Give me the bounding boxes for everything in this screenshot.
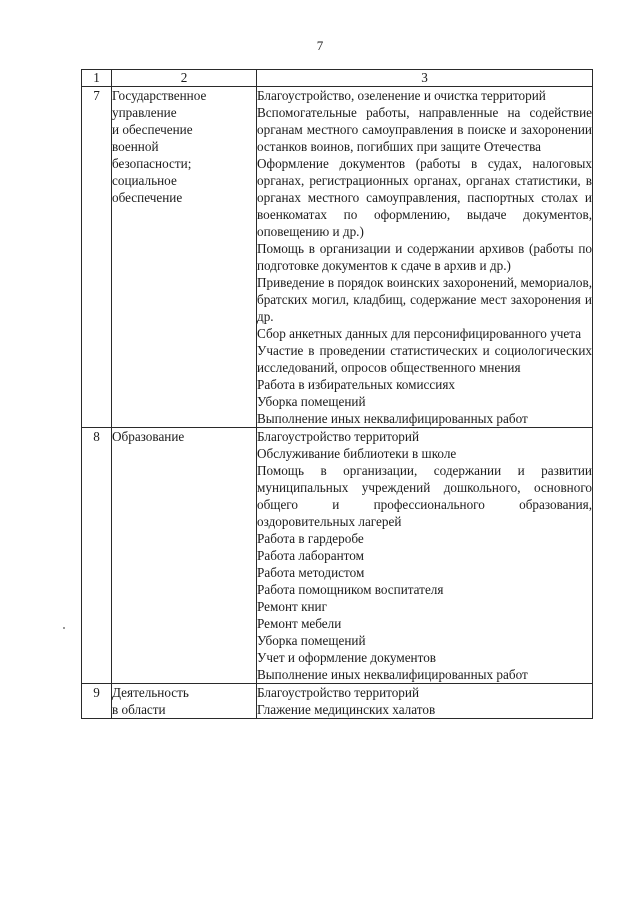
section-name-line: управление [112,105,177,120]
row-number: 8 [82,428,112,684]
table-row [82,428,593,684]
work-type-item: Работа в гардеробе [257,531,364,546]
work-types-list [257,428,593,684]
work-type-item: Оформление документов (работы в судах, налоговых органах, регистрационных органах, органах статистики, в органах местного самоуправления, паспортных столах и военкоматах по оформлению, выдаче документов, оповещению и др.) [257,156,592,239]
page-number: 7 [316,38,324,53]
work-type-item: Ремонт книг [257,599,328,614]
section-name-line: социальное [112,173,177,188]
section-name [112,684,257,719]
work-type-item: Обслуживание библиотеки в школе [257,446,457,461]
work-type-item: Работа помощником воспитателя [257,582,444,597]
header-cell-2: 2 [112,70,257,87]
work-type-item: Благоустройство, озеленение и очистка территорий [257,88,546,103]
work-type-item: Помощь в организации и содержании архивов (работы по подготовке документов к сдаче в архив и др.) [257,241,592,273]
work-types-list [257,87,593,428]
work-type-item: Уборка помещений [257,394,366,409]
work-type-item: Глажение медицинских халатов [257,702,436,717]
work-type-item: Работа методистом [257,565,365,580]
section-name-line: в области [112,702,166,717]
section-name-line: военной [112,139,159,154]
section-name-line: Образование [112,429,185,444]
table-header-row [82,70,593,87]
work-types-table [81,69,593,719]
work-type-item: Участие в проведении статистических и социологических исследований, опросов общественного мнения [257,343,592,375]
section-name-line: обеспечение [112,190,183,205]
work-type-item: Благоустройство территорий [257,685,420,700]
row-number: 7 [82,87,112,428]
work-type-item: Выполнение иных неквалифицированных работ [257,411,528,426]
section-name-line: и обеспечение [112,122,193,137]
work-type-item: Работа в избирательных комиссиях [257,377,455,392]
work-type-item: Помощь в организации, содержании и развитии муниципальных учреждений дошкольного, основного общего и профессионального образования, оздоровительных лагерей [257,463,592,529]
work-type-item: Благоустройство территорий [257,429,420,444]
work-type-item: Учет и оформление документов [257,650,437,665]
section-name [112,87,257,428]
work-type-item: Выполнение иных неквалифицированных работ [257,667,528,682]
work-type-item: Ремонт мебели [257,616,342,631]
table-row [82,87,593,428]
header-cell-1: 1 [82,70,112,87]
scan-speck [63,627,65,629]
work-types-list [257,684,593,719]
section-name-line: Деятельность [112,685,189,700]
section-name-line: Государственное [112,88,207,103]
work-type-item: Приведение в порядок воинских захоронений, мемориалов, братских могил, кладбищ, содержание мест захоронения и др. [257,275,592,324]
section-name [112,428,257,684]
work-type-item: Сбор анкетных данных для персонифицированного учета [257,326,582,341]
header-cell-3: 3 [257,70,593,87]
work-type-item: Работа лаборантом [257,548,364,563]
table-row [82,684,593,719]
work-type-item: Вспомогательные работы, направленные на содействие органам местного самоуправления в поиске и захоронении останков воинов, погибших при защите Отечества [257,105,592,154]
section-name-line: безопасности; [112,156,192,171]
work-type-item: Уборка помещений [257,633,366,648]
row-number: 9 [82,684,112,719]
